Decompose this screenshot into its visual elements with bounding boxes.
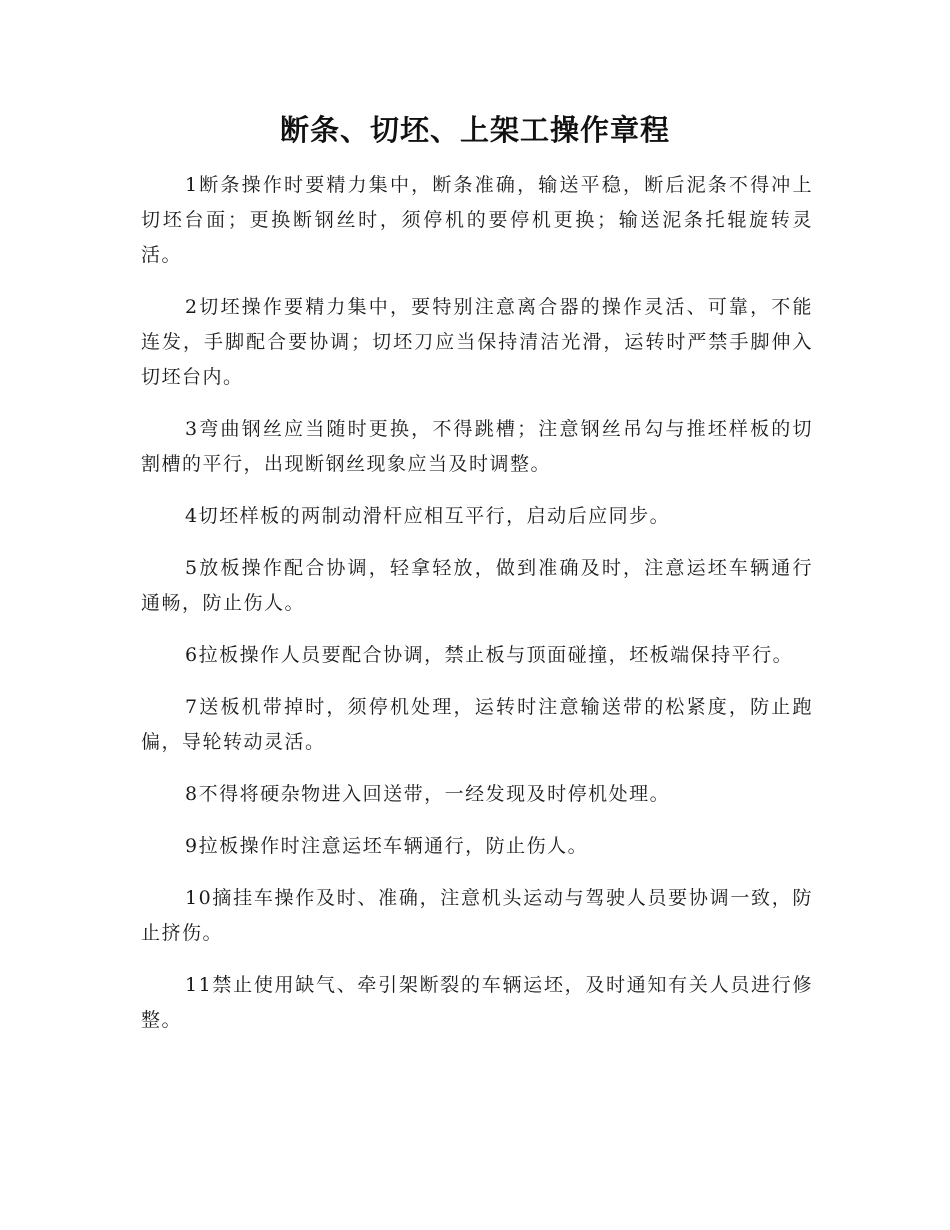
paragraph-9: 9拉板操作时注意运坯车辆通行，防止伤人。 (185, 835, 589, 857)
paragraph-3: 3弯曲钢丝应当随时更换，不得跳槽；注意钢丝吊勾与推坯样板的切割槽的平行，出现断钢丝现象应当及时调整。 (141, 418, 813, 475)
paragraph-1: 1断条操作时要精力集中，断条准确，输送平稳，断后泥条不得冲上切坯台面；更换断钢丝时，须停机的要停机更换；输送泥条托辊旋转灵活。 (141, 174, 813, 266)
paragraph-6: 6拉板操作人员要配合协调，禁止板与顶面碰撞，坯板端保持平行。 (185, 644, 794, 666)
paragraph-10: 10摘挂车操作及时、准确，注意机头运动与驾驶人员要协调一致，防止挤伤。 (141, 887, 813, 944)
document-title: 断条、切坯、上架工操作章程 (279, 113, 670, 147)
paragraph-8: 8不得将硬杂物进入回送带，一经发现及时停机处理。 (185, 783, 671, 805)
paragraph-5: 5放板操作配合协调，轻拿轻放，做到准确及时，注意运坯车辆通行通畅，防止伤人。 (141, 557, 813, 614)
paragraph-4: 4切坯样板的两制动滑杆应相互平行，启动后应同步。 (185, 505, 671, 527)
paragraph-2: 2切坯操作要精力集中，要特别注意离合器的操作灵活、可靠，不能连发，手脚配合要协调；切坯刀应当保持清洁光滑，运转时严禁手脚伸入切坯台内。 (141, 296, 813, 388)
paragraph-11: 11禁止使用缺气、牵引架断裂的车辆运坯，及时通知有关人员进行修整。 (141, 974, 813, 1031)
paragraph-7: 7送板机带掉时，须停机处理，运转时注意输送带的松紧度，防止跑偏，导轮转动灵活。 (141, 696, 813, 753)
document-body (141, 168, 813, 1055)
